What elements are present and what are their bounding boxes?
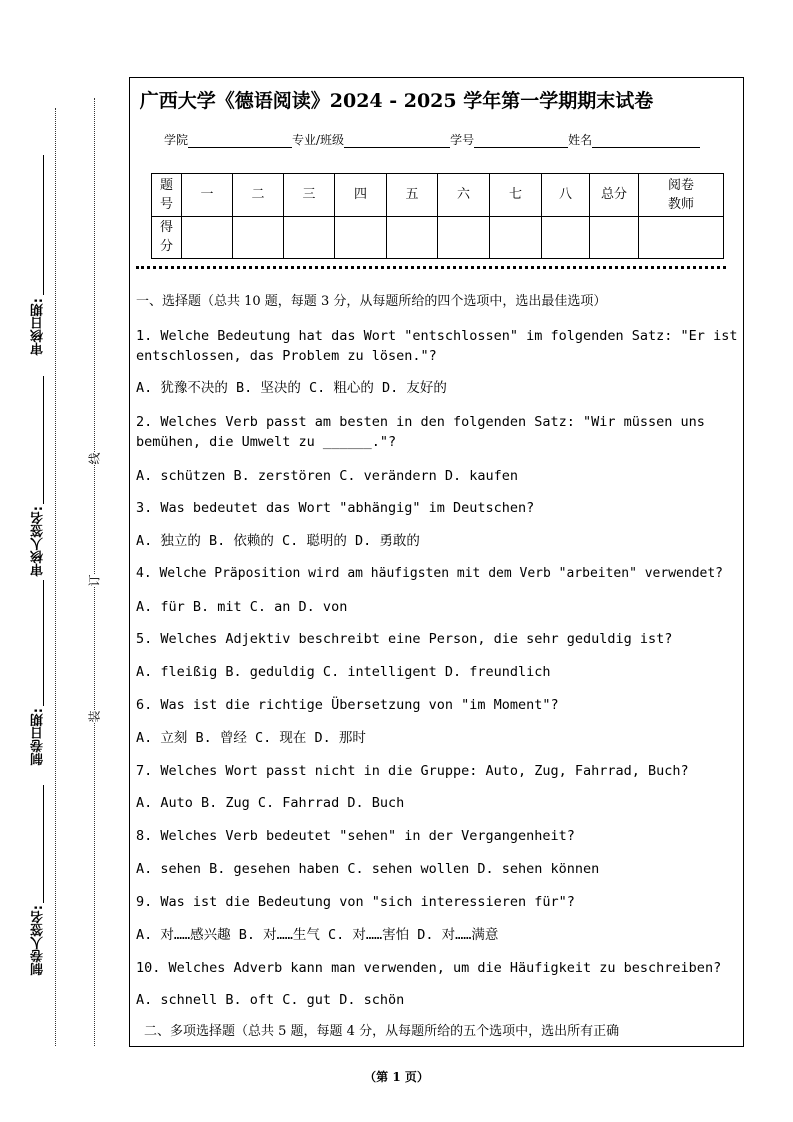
section-divider <box>136 266 726 269</box>
author-signature-label: 制卷人签名: <box>31 905 46 976</box>
page-number: （第 1 页） <box>364 1070 429 1084</box>
binding-char-staple: 订 <box>87 574 102 587</box>
author-date-blank[interactable] <box>43 580 44 706</box>
score-cell-8[interactable] <box>542 216 590 259</box>
section1-heading: 一、选择题（总共 10 题，每题 3 分，从每题所给的四个选项中，选出最佳选项） <box>136 294 607 309</box>
score-cell-6[interactable] <box>438 216 490 259</box>
answer-6: A. 立刻 B. 曾经 C. 现在 D. 那时 <box>136 730 366 746</box>
col-5: 五 <box>387 174 438 217</box>
student-id-blank[interactable] <box>474 134 568 148</box>
question-2: 2. Welches Verb passt am besten in den folgenden Satz: "Wir müssen uns bemühen, die Umwelt zu ______."? <box>136 414 705 450</box>
answer-8: A. sehen B. gesehen haben C. sehen wollen D. sehen können <box>136 861 600 877</box>
score-cell-7[interactable] <box>490 216 542 259</box>
score-cell-1[interactable] <box>182 216 233 259</box>
answer-10: A. schnell B. oft C. gut D. schön <box>136 992 405 1008</box>
score-cell-reviewer[interactable] <box>639 216 724 259</box>
answer-2: A. schützen B. zerstören C. verändern D. kaufen <box>136 468 519 484</box>
answer-3: A. 独立的 B. 依赖的 C. 聪明的 D. 勇敢的 <box>136 533 420 549</box>
answer-9: A. 对……感兴趣 B. 对……生气 C. 对……害怕 D. 对……满意 <box>136 927 499 943</box>
score-cell-5[interactable] <box>387 216 438 259</box>
question-1: 1. Welche Bedeutung hat das Wort "entschlossen" im folgenden Satz: "Er ist entschlossen, das Problem zu lösen."? <box>136 328 738 364</box>
major-blank[interactable] <box>344 134 450 148</box>
answer-5: A. fleißig B. geduldig C. intelligent D. freundlich <box>136 664 551 680</box>
question-7: 7. Welches Wort passt nicht in die Gruppe: Auto, Zug, Fahrrad, Buch? <box>136 763 689 779</box>
question-3: 3. Was bedeutet das Wort "abhängig" im Deutschen? <box>136 500 535 516</box>
answer-4: A. für B. mit C. an D. von <box>136 599 348 615</box>
score-table-header-row <box>152 174 724 217</box>
col-8: 八 <box>542 174 590 217</box>
answer-7: A. Auto B. Zug C. Fahrrad D. Buch <box>136 795 405 811</box>
score-cell-4[interactable] <box>335 216 387 259</box>
col-1: 一 <box>182 174 233 217</box>
student-id-label: 学号 <box>450 133 475 147</box>
reviewer-date-blank[interactable] <box>43 155 44 295</box>
name-label: 姓名 <box>568 133 593 147</box>
college-blank[interactable] <box>188 134 292 148</box>
question-6: 6. Was ist die richtige Übersetzung von "im Moment"? <box>136 697 559 713</box>
question-4: 4. Welche Präposition wird am häufigsten mit dem Verb "arbeiten" verwendet? <box>136 566 723 581</box>
score-label: 得 分 <box>152 216 182 259</box>
score-cell-total[interactable] <box>590 216 639 259</box>
binding-char-bind: 装 <box>87 710 102 723</box>
student-info-row <box>164 131 700 148</box>
question-number-label: 题 号 <box>152 174 182 217</box>
binding-dotted-line-inner <box>94 98 95 1046</box>
col-total: 总分 <box>590 174 639 217</box>
col-reviewer: 阅卷 教师 <box>639 174 724 217</box>
col-6: 六 <box>438 174 490 217</box>
question-9: 9. Was ist die Bedeutung von "sich interessieren für"? <box>136 894 575 910</box>
score-cell-2[interactable] <box>233 216 284 259</box>
question-5: 5. Welches Adjektiv beschreibt eine Person, die sehr geduldig ist? <box>136 631 673 647</box>
col-7: 七 <box>490 174 542 217</box>
question-10: 10. Welches Adverb kann man verwenden, um die Häufigkeit zu beschreiben? <box>136 960 722 976</box>
score-table-score-row <box>152 216 724 259</box>
col-2: 二 <box>233 174 284 217</box>
reviewer-signature-label: 审核人签名: <box>31 506 46 577</box>
author-date-label: 制卷日期: <box>31 708 46 766</box>
major-label: 专业/班级 <box>292 133 345 147</box>
col-3: 三 <box>284 174 335 217</box>
name-blank[interactable] <box>592 134 700 148</box>
answer-1: A. 犹豫不决的 B. 坚决的 C. 粗心的 D. 友好的 <box>136 380 447 396</box>
author-signature-blank[interactable] <box>43 785 44 903</box>
binding-char-line: 线 <box>87 452 102 465</box>
col-4: 四 <box>335 174 387 217</box>
binding-margin <box>0 0 130 1122</box>
binding-dotted-line-outer <box>55 108 56 1046</box>
exam-title: 广西大学《德语阅读》2024 - 2025 学年第一学期期末试卷 <box>139 90 654 112</box>
score-cell-3[interactable] <box>284 216 335 259</box>
question-8: 8. Welches Verb bedeutet "sehen" in der Vergangenheit? <box>136 828 575 844</box>
college-label: 学院 <box>164 133 189 147</box>
section2-heading: 二、多项选择题（总共 5 题，每题 4 分，从每题所给的五个选项中，选出所有正确 <box>144 1024 620 1039</box>
reviewer-signature-blank[interactable] <box>43 376 44 504</box>
reviewer-date-label: 审核日期: <box>31 298 46 356</box>
score-table <box>151 173 724 259</box>
